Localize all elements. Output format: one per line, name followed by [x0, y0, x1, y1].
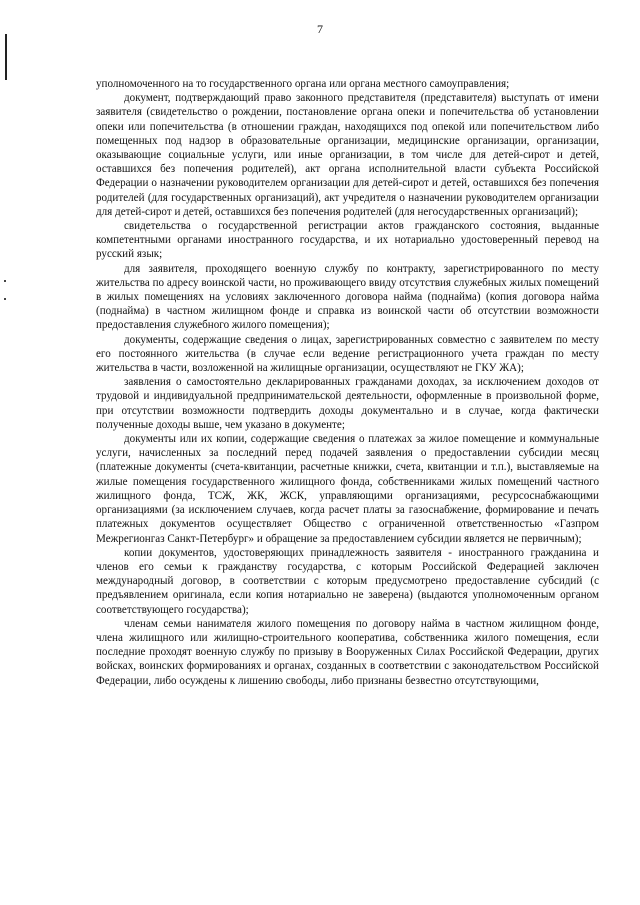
page-number: 7	[317, 22, 323, 36]
paragraph: членам семьи нанимателя жилого помещения по договору найма в частном жилищном фонде, члена жилищного или жилищно-строительного кооператива, собственника жилого помещения, если последние проходят военную службу по призыву в Вооруженных Силах Российской Федерации, других войсках, воинских формированиях и органах, созданных в соответствии с законодательством Российской Федерации, либо осуждены к лишению свободы, либо признаны безвестно отсутствующими,	[96, 617, 599, 687]
paragraph: документы или их копии, содержащие сведения о платежах за жилое помещение и коммунальные услуги, начисленных за последний перед подачей заявления о предоставлении субсидии месяц (платежные документы (счета-квитанции, расчетные книжки, счета, квитанции и т.п.), выставляемые на жилые помещения государственного жилищного фонда, собственниками жилых помещений частного жилищного фонда, ТСЖ, ЖК, ЖСК, управляющими организациями, ресурсоснабжающими организациями (за исключением случаев, когда расчет платы за газоснабжение, формирование и печать платежных документов осуществляет Общество с ограниченной ответственностью «Газпром Межрегионгаз Санкт-Петербург» и обращение за предоставлением субсидии является не первичным);	[96, 433, 599, 545]
paragraph: заявления о самостоятельно декларированных гражданами доходах, за исключением доходов от трудовой и индивидуальной предпринимательской деятельности, оформленные в произвольной форме, при отсутствии возможности подтвердить доходы документально и в случае, когда фактически полученные доходы выше, чем указано в документе;	[96, 376, 599, 431]
scan-dust-mark	[4, 298, 6, 300]
paragraph: для заявителя, проходящего военную службу по контракту, зарегистрированного по месту жительства по адресу воинской части, но проживающего ввиду отсутствия служебных жилых помещений в жилых помещениях на условиях заключенного договора найма (поднайма) (копия договора найма (поднайма) в частном жилищном фонде и справка из воинской части об отсутствии возможности предоставления служебного жилого помещения);	[96, 262, 599, 332]
paragraph: документ, подтверждающий право законного представителя (представителя) выступать от имени заявителя (свидетельство о рождении, постановление органа опеки и попечительства об установлении опеки или попечительства (в отношении граждан, находящихся под опекой или попечительством либо помещенных под надзор в образовательные организации, медицинские организации, организации, оказывающие социальные услуги, или иные организации, в том числе для детей-сирот и детей, оставшихся без попечения родителей), акт органа исполнительной власти субъекта Российской Федерации о назначении руководителем организации для детей-сирот и детей, оставшихся без попечения родителей (для государственных организаций), акт учредителя о назначении руководителем организации для детей-сирот и детей, оставшихся без попечения родителей (для негосударственных организаций);	[96, 92, 599, 218]
paragraph: уполномоченного на то государственного органа или органа местного самоуправления;	[96, 78, 510, 90]
paragraph: свидетельства о государственной регистрации актов гражданского состояния, выданные компетентными органами иностранного государства, и их нотариально удостоверенный перевод на русский язык;	[96, 220, 599, 261]
scan-dust-mark	[4, 280, 6, 282]
paragraph: копии документов, удостоверяющих принадлежность заявителя - иностранного гражданина и членов его семьи к гражданству государства, с которым Российской Федерацией заключен международный договор, в соответствии с которым предусмотрено предоставление субсидий (с предъявлением оригинала, если копия нотариально не заверена) (выдаются уполномоченным органом соответствующего государства);	[96, 546, 599, 616]
document-body	[96, 77, 599, 688]
paragraph: документы, содержащие сведения о лицах, зарегистрированных совместно с заявителем по месту его постоянного жительства (в случае если ведение регистрационного учета граждан по месту жительства в части, возложенной на жилищные организации, осуществляют не ГКУ ЖА);	[96, 333, 599, 375]
scan-edge-mark	[5, 34, 7, 80]
